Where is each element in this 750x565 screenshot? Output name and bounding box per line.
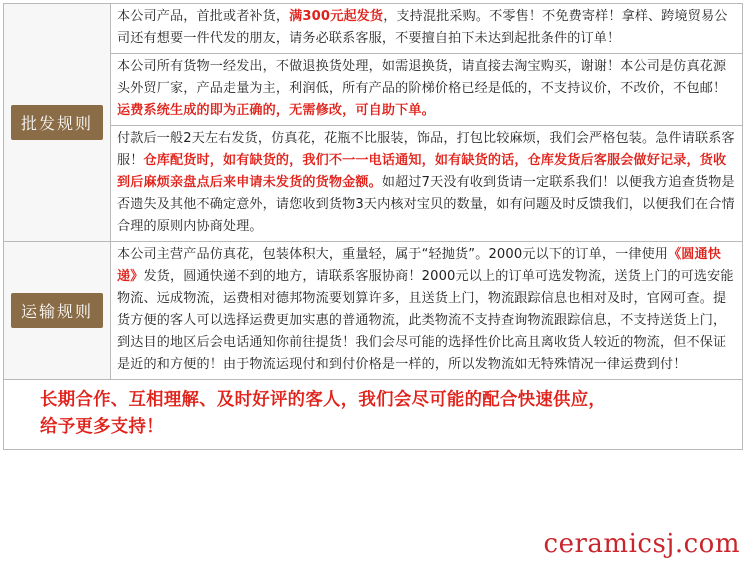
text-segment: 如超过7天没有收到货请一定联系我们！以便我方追查货物是否遗失及其他不确定意外，请您收到货物3天内核对宝贝的数量，如有问题及时反馈我们，以便我们在合情合理的原则内协商处理。 (117, 175, 735, 234)
wholesale-label-cell (4, 4, 111, 241)
text-segment: 本公司所有货物一经发出，不做退换货处理，如需退换货，请直接去淘宝购买，谢谢！本公司是仿真花源头外贸厂家，产品走量为主，利润低，所有产品的阶梯价格已经是低的，不支持议价，不改价，不包邮！ (117, 59, 727, 96)
shipping-rules-section (4, 242, 742, 380)
wholesale-paragraph-2 (111, 54, 742, 126)
text-segment: ，支持混批采购。不零售！不免费寄样！拿样、跨境贸易公司还有想要一件代发的朋友，请务必联系客服，不要擅自拍下未达到起批条件的订单！ (117, 9, 728, 46)
courier-highlight: 《圆通快递》 (117, 247, 722, 284)
text-segment: 本公司主营产品仿真花，包装体积大，重量轻，属于“轻抛货”。2000元以下的订单，一律使用 (117, 247, 669, 262)
site-watermark: ceramicsj.com (543, 529, 740, 559)
shipping-content (111, 242, 742, 379)
footer-line-1: 长期合作、互相理解、及时好评的客人，我们会尽可能的配合快速供应， (40, 390, 607, 410)
wholesale-paragraph-1 (111, 4, 742, 54)
footer-message (4, 380, 742, 449)
wholesale-content (111, 4, 742, 241)
text-segment: 发货，圆通快递不到的地方，请联系客服协商！2000元以上的订单可选发物流，送货上门的可选安能物流、远成物流，运费相对德邦物流要划算许多，且送货上门，物流跟踪信息也相对及时，官网可查。提货方便的客人可以选择运费更加实惠的普通物流，此类物流不支持查询物流跟踪信息，不支持送货上门，到达目的地区后会电话通知你前往提货！我们会尽可能的选择性价比高且离收货人较近的物流，但不保证是近的和方便的！由于物流运现付和到付价格是一样的，所以发物流如无特殊情况一律运费到付！ (117, 269, 734, 372)
text-segment: 本公司产品，首批或者补货， (117, 9, 290, 24)
shipping-fee-highlight: 运费系统生成的即为正确的，无需修改，可自助下单。 (117, 103, 435, 118)
wholesale-rules-label: 批发规则 (11, 105, 103, 140)
stockout-notice-highlight: 仓库配货时，如有缺货的，我们不一一电话通知，如有缺货的话，仓库发货后客服会做好记录，货收到后麻烦亲盘点后来申请未发货的货物金额。 (117, 153, 727, 190)
wholesale-paragraph-3 (111, 126, 742, 241)
wholesale-rules-section (4, 4, 742, 242)
min-order-highlight: 满300元起发货 (289, 9, 384, 24)
footer-line-2: 给予更多支持！ (40, 417, 164, 437)
rules-table (3, 3, 743, 450)
text-segment: 付款后一般2天左右发货，仿真花，花瓶不比服装，饰品，打包比较麻烦，我们会严格包装。急件请联系客服！ (117, 131, 735, 168)
shipping-paragraph-1 (111, 242, 742, 379)
shipping-rules-label: 运输规则 (11, 293, 103, 328)
shipping-label-cell (4, 242, 111, 379)
